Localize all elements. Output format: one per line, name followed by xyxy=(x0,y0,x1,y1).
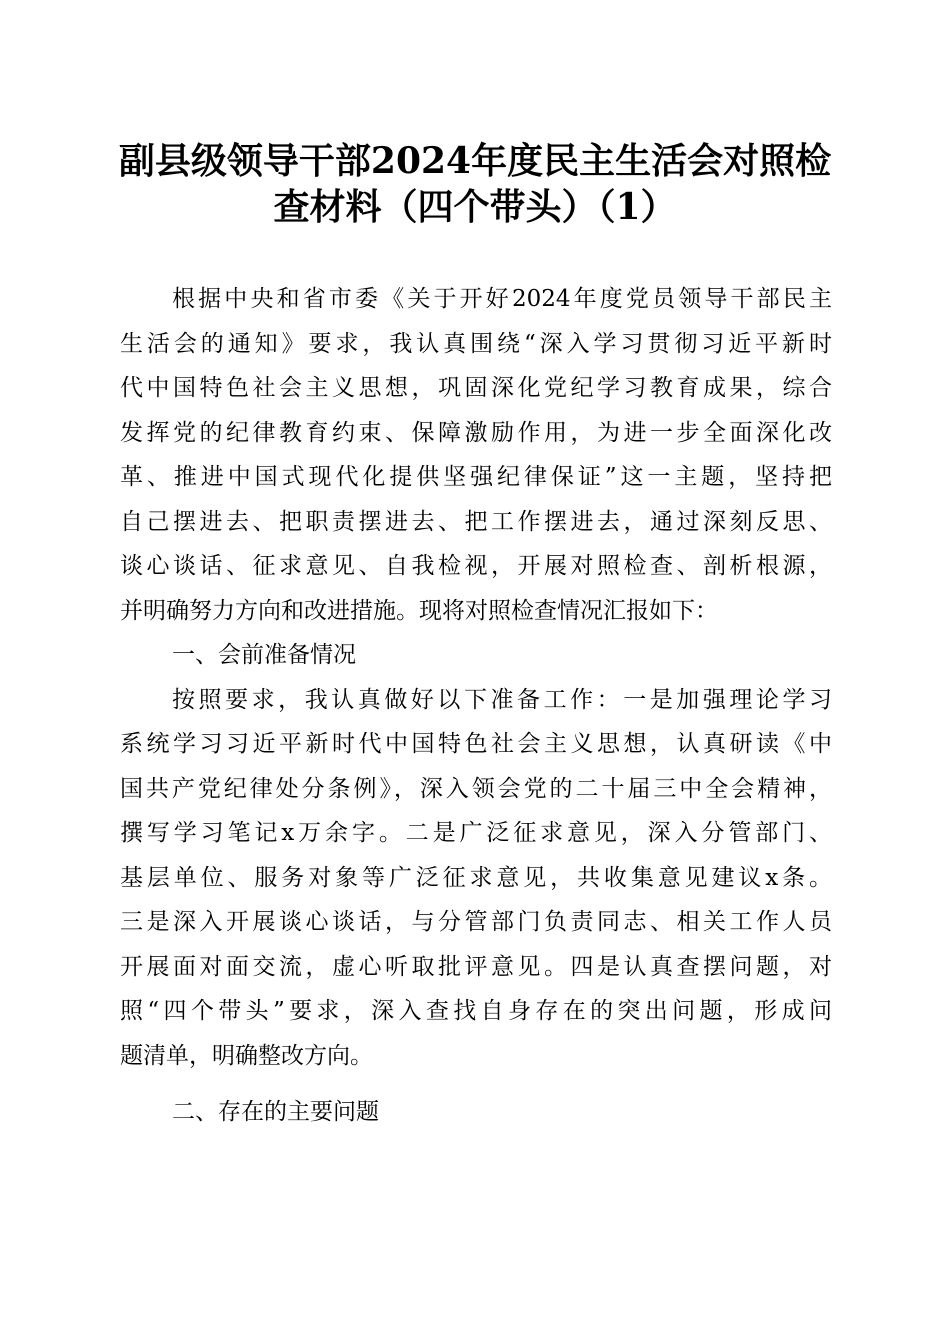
paragraph-line: 发挥党的纪律教育约束、保障激励作用，为进一步全面深化改 xyxy=(120,419,832,446)
paragraph-line: 基层单位、服务对象等广泛征求意见，共收集意见建议x条。 xyxy=(120,864,832,891)
paragraph-line: 题清单，明确整改方向。 xyxy=(120,1042,373,1069)
title-line-1: 副县级领导干部2024年度民主生活会对照检 xyxy=(118,140,832,182)
paragraph-line: 生活会的通知》要求，我认真围绕“深入学习贯彻习近平新时 xyxy=(120,330,832,357)
preparation-paragraph xyxy=(120,678,832,1079)
paragraph-line: 照“四个带头”要求，深入查找自身存在的突出问题，形成问 xyxy=(120,998,832,1024)
spacer xyxy=(120,1078,832,1090)
paragraph-line: 开展面对面交流，虚心听取批评意见。四是认真查摆问题，对 xyxy=(120,953,832,980)
paragraph-line: 根据中央和省市委《关于开好2024年度党员领导干部民主 xyxy=(172,286,832,312)
paragraph-line: 自己摆进去、把职责摆进去、把工作摆进去，通过深刻反思、 xyxy=(120,508,832,535)
document-title xyxy=(100,138,850,230)
paragraph-line: 谈心谈话、征求意见、自我检视，开展对照检查、剖析根源， xyxy=(120,553,832,579)
paragraph-line: 革、推进中国式现代化提供坚强纪律保证”这一主题，坚持把 xyxy=(120,464,832,490)
paragraph-line: 撰写学习笔记x万余字。二是广泛征求意见，深入分管部门、 xyxy=(120,820,832,846)
section-heading-preparation: 一、会前准备情况 xyxy=(172,642,356,668)
paragraph-line: 三是深入开展谈心谈话，与分管部门负责同志、相关工作人员 xyxy=(120,909,832,935)
document-body xyxy=(120,277,832,1135)
intro-paragraph xyxy=(120,277,832,633)
paragraph-line: 代中国特色社会主义思想，巩固深化党纪学习教育成果，综合 xyxy=(120,375,832,401)
title-line-2: 查材料（四个带头）（1） xyxy=(273,186,677,228)
paragraph-line: 国共产党纪律处分条例》，深入领会党的二十届三中全会精神， xyxy=(120,775,832,802)
section-heading-main-problems: 二、存在的主要问题 xyxy=(172,1099,379,1125)
paragraph-line: 按照要求，我认真做好以下准备工作：一是加强理论学习 xyxy=(172,686,832,713)
paragraph-line: 系统学习习近平新时代中国特色社会主义思想，认真研读《中 xyxy=(120,731,832,757)
paragraph-line: 并明确努力方向和改进措施。现将对照检查情况汇报如下： xyxy=(120,597,718,624)
